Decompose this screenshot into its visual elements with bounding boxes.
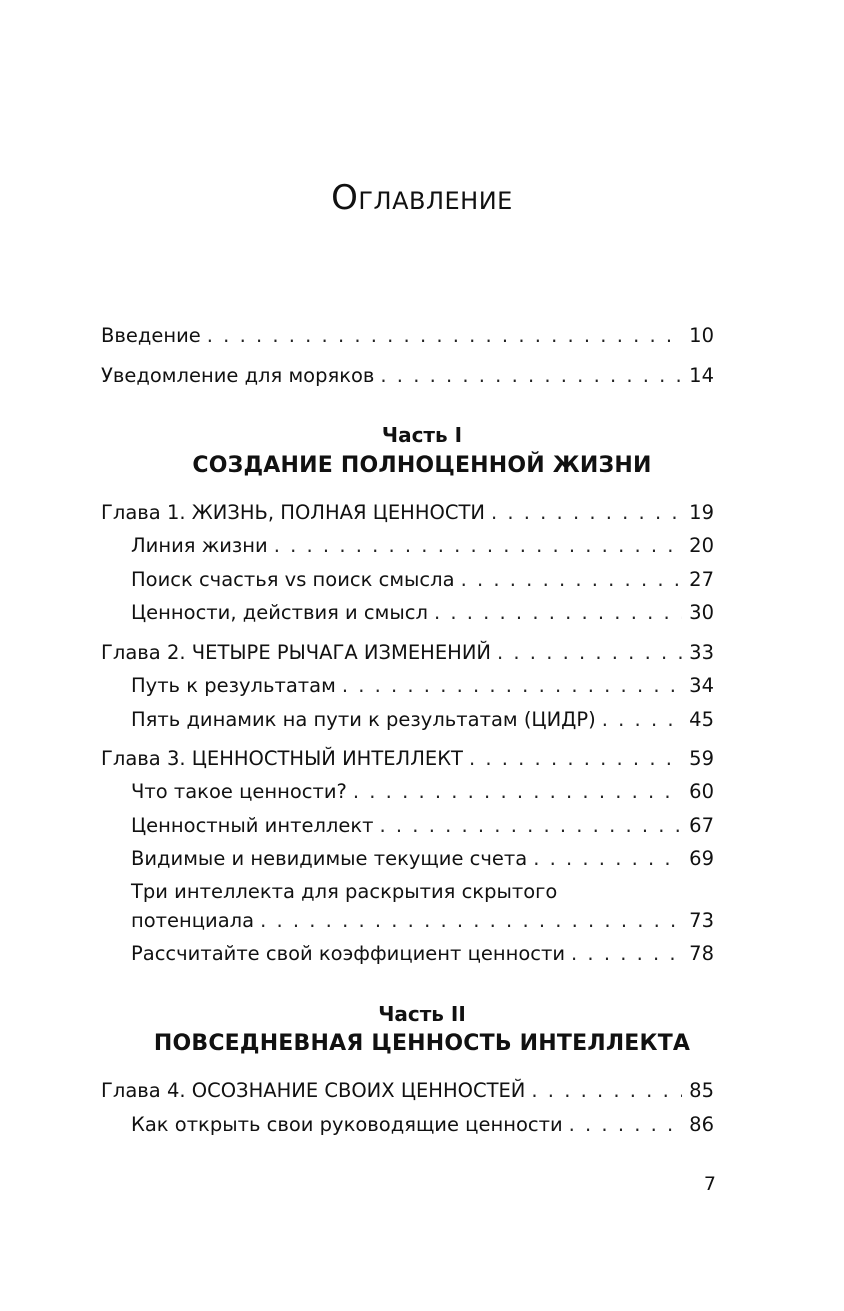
- toc-entry-page: 69: [689, 847, 714, 870]
- toc-entry-page: 45: [689, 708, 714, 731]
- toc-entry-page: 34: [689, 674, 714, 697]
- toc-entry-page: 27: [689, 568, 714, 591]
- toc-section[interactable]: [131, 707, 714, 733]
- leader-dots: [353, 779, 682, 805]
- toc-entry-label: Глава 2. ЧЕТЫРЕ РЫЧАГА ИЗМЕНЕНИЙ: [101, 641, 491, 664]
- leader-dots: [380, 363, 682, 389]
- toc-title: Оглавление: [331, 178, 513, 218]
- toc-entry-page: 30: [689, 601, 714, 624]
- part-2-label: Часть II: [378, 1002, 466, 1026]
- leader-dots: [342, 673, 682, 699]
- part-2-title: ПОВСЕДНЕВНАЯ ЦЕННОСТЬ ИНТЕЛЛЕКТА: [153, 1031, 691, 1056]
- leader-dots: [569, 1112, 682, 1138]
- page-number: 7: [703, 1173, 716, 1195]
- toc-section[interactable]: [131, 1112, 714, 1138]
- toc-chapter-2[interactable]: [101, 640, 714, 666]
- toc-section-label-line1[interactable]: Три интеллекта для раскрытия скрытого: [131, 880, 558, 903]
- toc-chapter-4[interactable]: [101, 1078, 714, 1104]
- toc-entry-label: Глава 1. ЖИЗНЬ, ПОЛНАЯ ЦЕННОСТИ: [101, 501, 485, 524]
- leader-dots: [531, 1078, 682, 1104]
- toc-section[interactable]: [131, 846, 714, 872]
- toc-entry-page: 59: [689, 747, 714, 770]
- leader-dots: [497, 640, 682, 666]
- toc-entry-label: Уведомление для моряков: [101, 364, 375, 387]
- toc-entry-page: 14: [689, 364, 714, 387]
- toc-entry-label: Как открыть свои руководящие ценности: [131, 1113, 563, 1136]
- toc-entry-label: Что такое ценности?: [131, 780, 347, 803]
- leader-dots: [602, 707, 682, 733]
- toc-section[interactable]: [131, 600, 714, 626]
- leader-dots: [533, 846, 682, 872]
- leader-dots: [434, 600, 682, 626]
- toc-entry-label: Поиск счастья vs поиск смысла: [131, 568, 455, 591]
- toc-entry-label: Пять динамик на пути к результатам (ЦИДР): [131, 708, 596, 731]
- part-1-label: Часть I: [381, 423, 463, 447]
- leader-dots: [469, 746, 682, 772]
- toc-entry-page: 78: [689, 942, 714, 965]
- toc-entry-label: Глава 3. ЦЕННОСТНЫЙ ИНТЕЛЛЕКТ: [101, 747, 463, 770]
- toc-entry-page: 60: [689, 780, 714, 803]
- toc-section[interactable]: [131, 813, 714, 839]
- toc-entry-label: Ценностный интеллект: [131, 814, 374, 837]
- toc-entry-label: Путь к результатам: [131, 674, 336, 697]
- toc-section[interactable]: [131, 673, 714, 699]
- leader-dots: [260, 908, 682, 934]
- toc-entry-intro[interactable]: [101, 323, 714, 349]
- toc-entry-notice[interactable]: [101, 363, 714, 389]
- toc-entry-label: Ценности, действия и смысл: [131, 601, 428, 624]
- toc-entry-page: 33: [689, 641, 714, 664]
- leader-dots: [461, 567, 682, 593]
- toc-section[interactable]: [131, 533, 714, 559]
- toc-entry-page: 67: [689, 814, 714, 837]
- toc-section[interactable]: [131, 567, 714, 593]
- toc-entry-page: 86: [689, 1113, 714, 1136]
- toc-chapter-3[interactable]: [101, 746, 714, 772]
- toc-chapter-1[interactable]: [101, 500, 714, 526]
- part-1-title: СОЗДАНИЕ ПОЛНОЦЕННОЙ ЖИЗНИ: [192, 453, 652, 478]
- toc-entry-label: потенциала: [131, 909, 255, 932]
- toc-section[interactable]: [131, 908, 714, 934]
- toc-entry-page: 10: [689, 324, 714, 347]
- toc-entry-page: 19: [689, 501, 714, 524]
- toc-entry-label: Линия жизни: [131, 534, 268, 557]
- leader-dots: [274, 533, 682, 559]
- toc-entry-label: Введение: [101, 324, 201, 347]
- toc-entry-page: 73: [689, 909, 714, 932]
- leader-dots: [491, 500, 682, 526]
- toc-entry-page: 20: [689, 534, 714, 557]
- toc-entry-label: Рассчитайте свой коэффициент ценности: [131, 942, 566, 965]
- toc-entry-page: 85: [689, 1079, 714, 1102]
- leader-dots: [571, 941, 682, 967]
- toc-entry-label: Глава 4. ОСОЗНАНИЕ СВОИХ ЦЕННОСТЕЙ: [101, 1079, 526, 1102]
- leader-dots: [207, 323, 682, 349]
- leader-dots: [380, 813, 682, 839]
- toc-entry-label: Видимые и невидимые текущие счета: [131, 847, 528, 870]
- toc-section[interactable]: [131, 779, 714, 805]
- toc-section[interactable]: [131, 941, 714, 967]
